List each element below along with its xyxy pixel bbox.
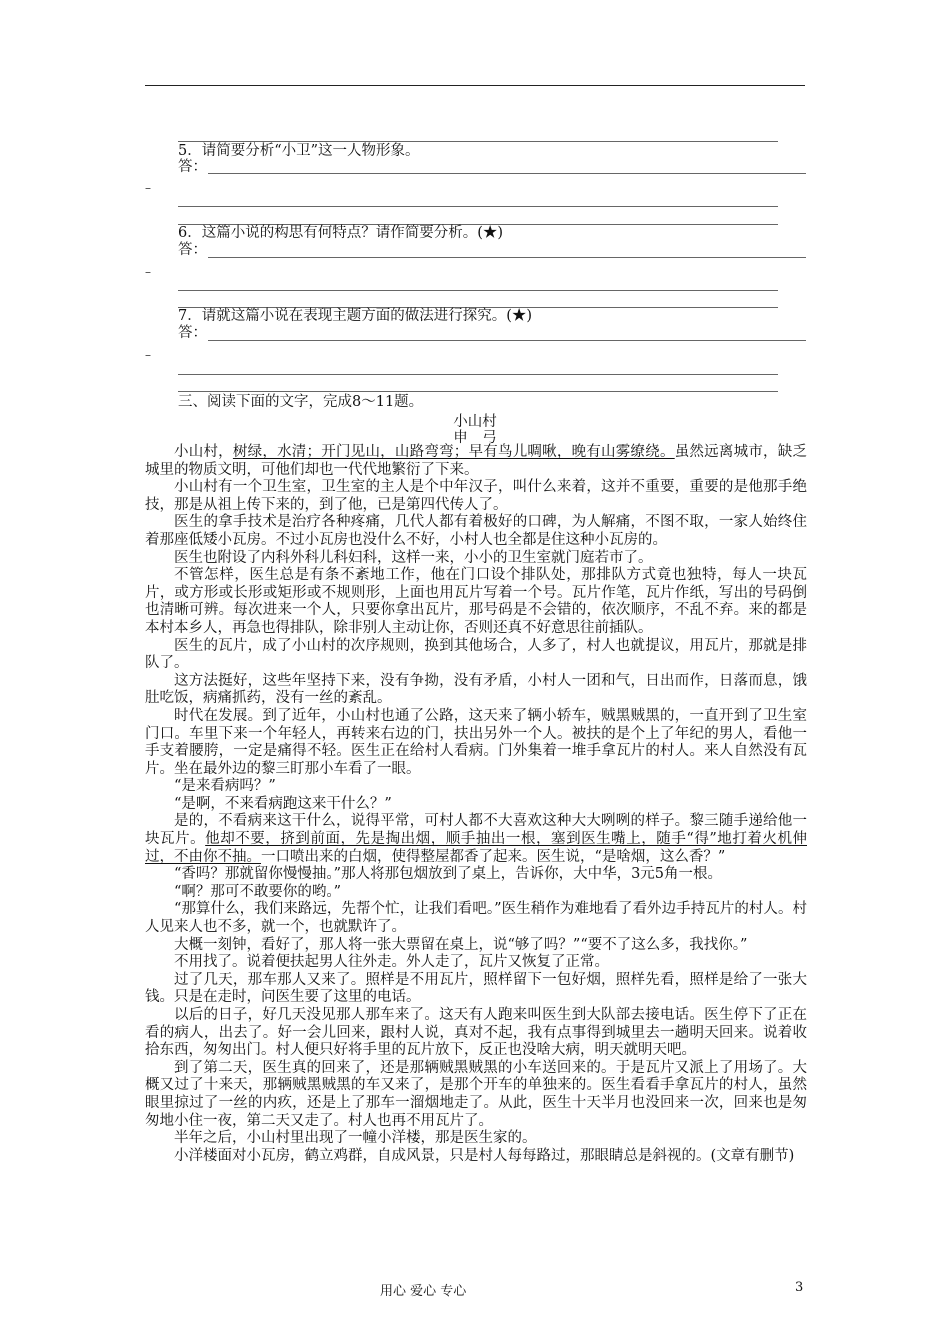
dash-mark: –: [145, 265, 151, 279]
paragraph: “是啊，不来看病跑这来干什么？”: [174, 795, 392, 812]
paragraph: 时代在发展。到了近年，小山村也通了公路，这天来了辆小轿车，贼黑贼黑的，一直开到了卫生室门口。车里下来一个年轻人，再转来右边的门，扶出另外一个人。被扶的是个上了年纪的男人，看他一手支着腰胯，一定是痛得不轻。医生正在给村人看病。门外集着一堆手拿瓦片的村人。来人自然没有瓦片。坐在最外边的黎三盯那小车看了一眼。: [145, 707, 807, 777]
paragraph: 医生的拿手技术是治疗各种疼痛，几代人都有着极好的口碑，为人解痛，不图不取，一家人始终住着那座低矮小瓦房。不过小瓦房也没什么不好，小村人也全都是住这种小瓦房的。: [145, 514, 807, 548]
dash-mark: –: [145, 181, 151, 195]
paragraph: 不管怎样，医生总是有条不紊地工作，他在门口设个排队处，那排队方式竟也独特，每人一块瓦片，或方形或长形或矩形或不规则形，上面也用瓦片写着一个号。瓦片作笔，瓦片作纸，写出的号码倒也清晰可辨。每次进来一个人，只要你拿出瓦片，那号码是不会错的，依次顺序，不乱不弃。来的都是本村本乡人，再急也得排队，除非别人主动让你，否则还真不好意思往前插队。: [145, 567, 807, 636]
article-author: 申 弓: [453, 430, 497, 446]
answer-line[interactable]: [208, 173, 806, 174]
answer-line[interactable]: [178, 374, 778, 375]
paragraph: 医生的瓦片，成了小山村的次序规则，换到其他场合，人多了，村人也就提议，用瓦片，那就是排队了。: [145, 637, 807, 672]
dash-mark: –: [145, 348, 151, 362]
section-heading: 三、阅读下面的文字，完成8～11题。: [178, 394, 424, 410]
answer-label-5: 答：: [178, 159, 207, 175]
paragraph: 大概一刻钟，看好了，那人将一张大票留在桌上，说“够了吗？”“要不了这么多，我找你。”: [174, 936, 748, 953]
paragraph: 小洋楼面对小瓦房，鹤立鸡群，自成风景，只是村人每每路过，那眼睛总是斜视的。(文章有删节): [174, 1147, 795, 1164]
page-number: 3: [795, 1280, 804, 1295]
underlined-sentence: 他却不要，挤到前面，先是掏出烟，顺手抽出一根，塞到医生嘴上，随手“得”地打着火机伸过，不由你不抽。: [145, 831, 807, 865]
question-7: 7．请就这篇小说在表现主题方面的做法进行探究。(★): [178, 308, 533, 324]
answer-line[interactable]: [178, 290, 778, 291]
paragraph: 小山村，树绿，水清；开门见山，山路弯弯；早有鸟儿啁啾，晚有山雾缭绕。虽然远离城市，缺乏城里的物质文明，可他们却也一代代地繁衍了下来。: [145, 444, 808, 478]
answer-label-6: 答：: [178, 242, 207, 258]
paragraph: 是的，不看病来这干什么，说得平常，可村人都不大喜欢这种大大咧咧的样子。黎三随手递给他一块瓦片。他却不要，挤到前面，先是掏出烟，顺手抽出一根，塞到医生嘴上，随手“得”地打着火机伸过，不由你不抽。一口喷出来的白烟，使得整屋都香了起来。医生说，“是啥烟，这么香？”: [145, 813, 807, 865]
article-body: [145, 444, 807, 1165]
paragraph: “香吗？那就留你慢慢抽。”那人将那包烟放到了桌上，告诉你，大中华，3元5角一根。: [174, 866, 723, 883]
paragraph: 这方法挺好，这些年坚持下来，没有争拗，没有矛盾，小村人一团和气，日出而作，日落而息，饿肚吃饭，病痛抓药，没有一丝的紊乱。: [145, 672, 807, 707]
paragraph: “啊？那可不敢要你的哟。”: [174, 883, 342, 900]
question-5: 5．请简要分析“小卫”这一人物形象。: [178, 143, 420, 159]
footer-motto: 用心 爱心 专心: [380, 1284, 467, 1299]
answer-label-7: 答：: [178, 325, 207, 341]
question-6: 6．这篇小说的构思有何特点？请作简要分析。(★): [178, 225, 504, 241]
underlined-sentence: 树绿，水清；开门见山，山路弯弯；早有鸟儿啁啾，晚有山雾缭绕。: [232, 444, 675, 460]
paragraph: 半年之后，小山村里出现了一幢小洋楼，那是医生家的。: [174, 1130, 537, 1147]
answer-line[interactable]: [208, 257, 806, 258]
paragraph: 到了第二天，医生真的回来了，还是那辆贼黑贼黑的小车送回来的。于是瓦片又派上了用场了。大概又过了十来天，那辆贼黑贼黑的车又来了，是那个开车的单独来的。医生看看手拿瓦片的村人，虽然眼里掠过了一丝的内疚，还是上了那车一溜烟地走了。从此，医生十天半月也没回来一次，回来也是匆匆地小住一夜，第二天又走了。村人也再不用瓦片了。: [145, 1059, 807, 1129]
paragraph: 小山村有一个卫生室，卫生室的主人是个中年汉子，叫什么来着，这并不重要，重要的是他那手绝技，那是从祖上传下来的，到了他，已是第四代传人了。: [145, 479, 807, 513]
answer-line[interactable]: [178, 206, 778, 207]
header-rule: [145, 85, 805, 86]
paragraph: 以后的日子，好几天没见那人那车来了。这天有人跑来叫医生到大队部去接电话。医生停下了正在看的病人，出去了。好一会儿回来，跟村人说，真对不起，我有点事得到城里去一趟明天回来。说着收拾东西，匆匆出门。村人便只好将手里的瓦片放下，反正也没啥大病，明天就明天吧。: [145, 1007, 807, 1059]
paragraph: “是来看病吗？”: [174, 778, 276, 795]
article-title: 小山村: [453, 414, 497, 430]
paragraph: 过了几天，那车那人又来了。照样是不用瓦片，照样留下一包好烟，照样先看，照样是给了一张大钱。只是在走时，问医生要了这里的电话。: [145, 971, 807, 1006]
answer-line[interactable]: [178, 391, 778, 392]
paragraph: “那算什么，我们来路远，先帮个忙，让我们看吧。”医生稍作为难地看了看外边手持瓦片的村人。村人见来人也不多，就一个，也就默许了。: [145, 901, 807, 936]
paragraph: 医生也附设了内科外科儿科妇科，这样一来，小小的卫生室就门庭若市了。: [174, 549, 653, 566]
answer-line[interactable]: [208, 340, 806, 341]
paragraph: 不用找了。说着便扶起男人往外走。外人走了，瓦片又恢复了正常。: [174, 954, 609, 971]
